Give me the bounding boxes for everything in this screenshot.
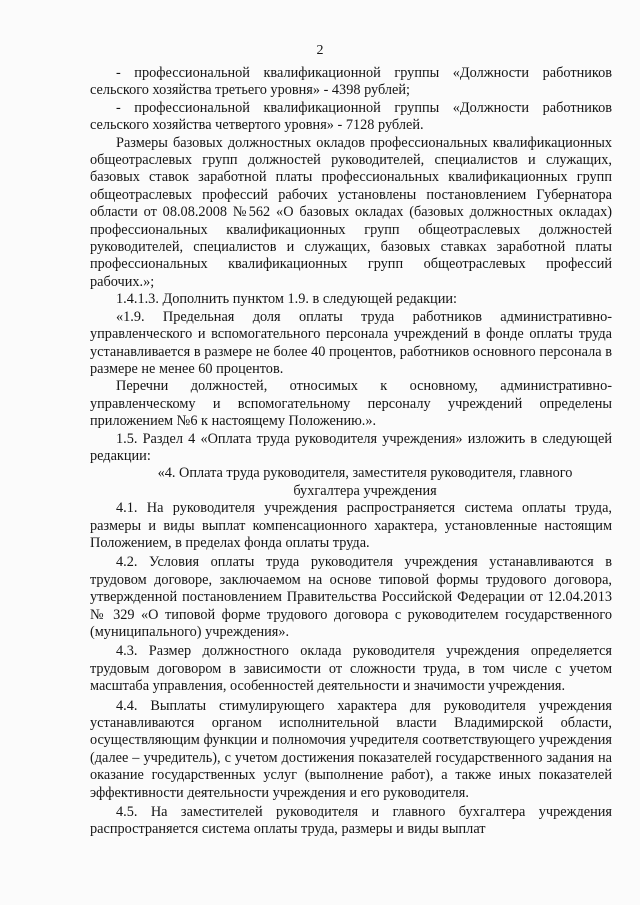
paragraph-base-salaries: Размеры базовых должностных окладов профессиональных квалификационных общеотраслевых групп должностей руководителей, специалистов и служащих, базовых ставок заработной платы профессиональных квалификационных групп общеотраслевых профессий рабочих установлены постановлением Губернатора области от 08.08.2008 №562 «О базовых окладах (базовых должностных окладах) профессиональных квалификационных групп общеотраслевых должностей руководителей, специалистов и служащих, базовых ставках заработной платы профессиональных квалификационных групп общеотраслевых профессий рабочих.»; <box>90 134 612 290</box>
paragraph-clause-1-5: 1.5. Раздел 4 «Оплата труда руководителя учреждения» изложить в следующей редакции: <box>90 430 612 464</box>
section-4-heading-line-1: «4. Оплата труда руководителя, заместителя руководителя, главного <box>157 465 573 482</box>
paragraph-staff-lists: Перечни должностей, относимых к основному, административно-управленческому и вспомогательному персоналу учреждений определены приложением №6 к настоящему Положению.». <box>90 378 612 430</box>
paragraph-clause-1-4-1-3: 1.4.1.3. Дополнить пунктом 1.9. в следующей редакции: <box>116 291 457 308</box>
paragraph-4-3: 4.3. Размер должностного оклада руководителя учреждения определяется трудовым договором в зависимости от сложности труда, в том числе с учетом масштаба управления, особенностей деятельности и значимости учреждения. <box>90 643 612 695</box>
paragraph-4-4: 4.4. Выплаты стимулирующего характера для руководителя учреждения устанавливаются органом исполнительной власти Владимирской области, осуществляющим функции и полномочия учредителя соответствующего учреждения (далее – учредитель), с учетом достижения показателей государственного задания на оказание государственных услуг (выполнение работ), а также иных показателей эффективности деятельности учреждения и его руководителя. <box>90 697 612 801</box>
page-number: 2 <box>316 43 324 58</box>
paragraph-4-2: 4.2. Условия оплаты труда руководителя учреждения устанавливаются в трудовом договоре, заключаемом на основе типовой формы трудового договора, утвержденной постановлением Правительства Российской Федерации от 12.04.2013 № 329 «О типовой форме трудового договора с руководителем государственного (муниципального) учреждения». <box>90 554 612 640</box>
paragraph-4-5: 4.5. На заместителей руководителя и главного бухгалтера учреждения распространяется система оплаты труда, размеры и виды выплат <box>90 804 612 838</box>
paragraph-salary-third-level: - профессиональной квалификационной группы «Должности работников сельского хозяйства третьего уровня» - 4398 рублей; <box>90 65 612 99</box>
paragraph-clause-1-9: «1.9. Предельная доля оплаты труда работников административно-управленческого и вспомогательного персонала учреждений в фонде оплаты труда устанавливается в размере не более 40 процентов, работников основного персонала в размере не менее 60 процентов. <box>90 308 612 377</box>
paragraph-4-1: 4.1. На руководителя учреждения распространяется система оплаты труда, размеры и виды выплат компенсационного характера, установленные настоящим Положением, в пределах фонда оплаты труда. <box>90 500 612 551</box>
section-4-heading <box>90 465 612 500</box>
document-body <box>90 65 612 839</box>
section-4-heading-line-2: бухгалтера учреждения <box>293 482 437 499</box>
paragraph-salary-fourth-level: - профессиональной квалификационной группы «Должности работников сельского хозяйства четвертого уровня» - 7128 рублей. <box>90 99 612 134</box>
